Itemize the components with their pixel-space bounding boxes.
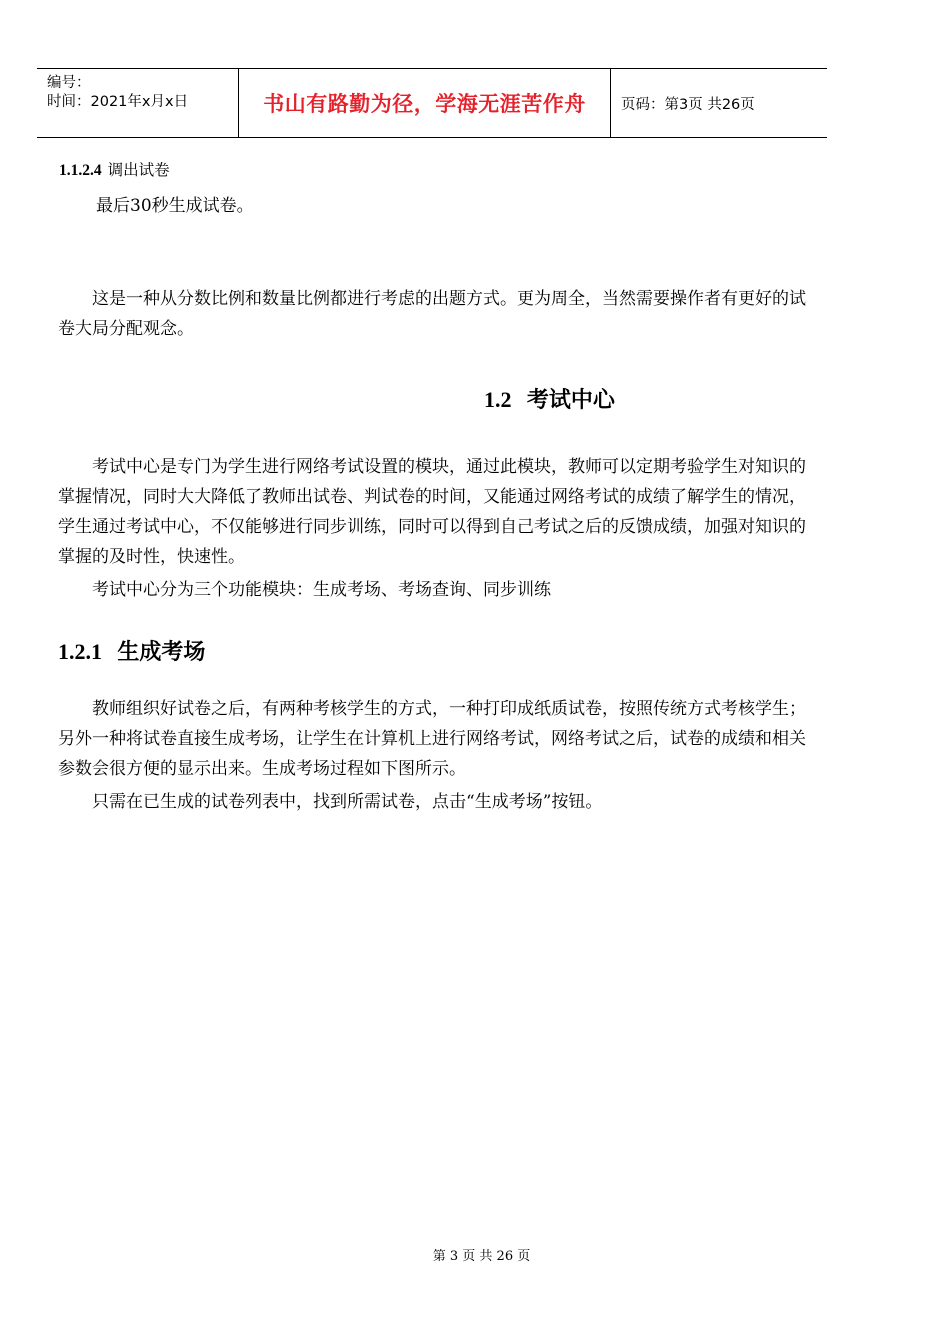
- document-number-label: 编号：: [47, 75, 91, 91]
- header-motto: 书山有路勤为径，学海无涯苦作舟: [263, 92, 586, 116]
- heading-number: 1.2: [484, 387, 512, 412]
- exam-center-paragraph: 考试中心是专门为学生进行网络考试设置的模块，通过此模块，教师可以定期考验学生对知识的掌握情况，同时大大降低了教师出试卷、判试卷的时间，又能通过网络考试的成绩了解学生的情况，学生通过考试中心，不仅能够进行同步训练，同时可以得到自己考试之后的反馈成绩，加强对知识的掌握的及时性，快速性。: [58, 457, 806, 567]
- generate-paper-line: 最后30秒生成试卷。: [96, 196, 254, 216]
- exam-center-modules-paragraph: 考试中心分为三个功能模块：生成考场、考场查询、同步训练: [92, 580, 551, 600]
- heading-1-1-2-4: [59, 158, 170, 180]
- heading-1-2-1: [58, 635, 205, 666]
- heading-number: 1.1.2.4: [59, 162, 102, 179]
- header-page-cell: [611, 69, 827, 137]
- heading-number: 1.2.1: [58, 639, 102, 664]
- generate-exam-instruction: 只需在已生成的试卷列表中，找到所需试卷，点击“生成考场”按钮。: [92, 792, 603, 812]
- header-meta-cell: [37, 69, 238, 137]
- document-time-label: 时间：2021年x月x日: [47, 94, 189, 110]
- page-header: [37, 68, 827, 138]
- header-motto-cell: [238, 69, 611, 137]
- heading-title: 考试中心: [526, 387, 615, 413]
- heading-title: 生成考场: [117, 639, 206, 665]
- page-footer: 第 3 页 共 26 页: [432, 1249, 531, 1264]
- heading-1-2: [484, 383, 615, 414]
- heading-title: 调出试卷: [107, 161, 170, 179]
- intro-paragraph: 这是一种从分数比例和数量比例都进行考虑的出题方式。更为周全，当然需要操作者有更好的试卷大局分配观念。: [58, 289, 806, 339]
- generate-exam-paragraph: 教师组织好试卷之后，有两种考核学生的方式，一种打印成纸质试卷，按照传统方式考核学生；另外一种将试卷直接生成考场，让学生在计算机上进行网络考试，网络考试之后，试卷的成绩和相关参数会很方便的显示出来。生成考场过程如下图所示。: [58, 699, 806, 779]
- header-page-info: 页码：第3页 共26页: [621, 96, 755, 113]
